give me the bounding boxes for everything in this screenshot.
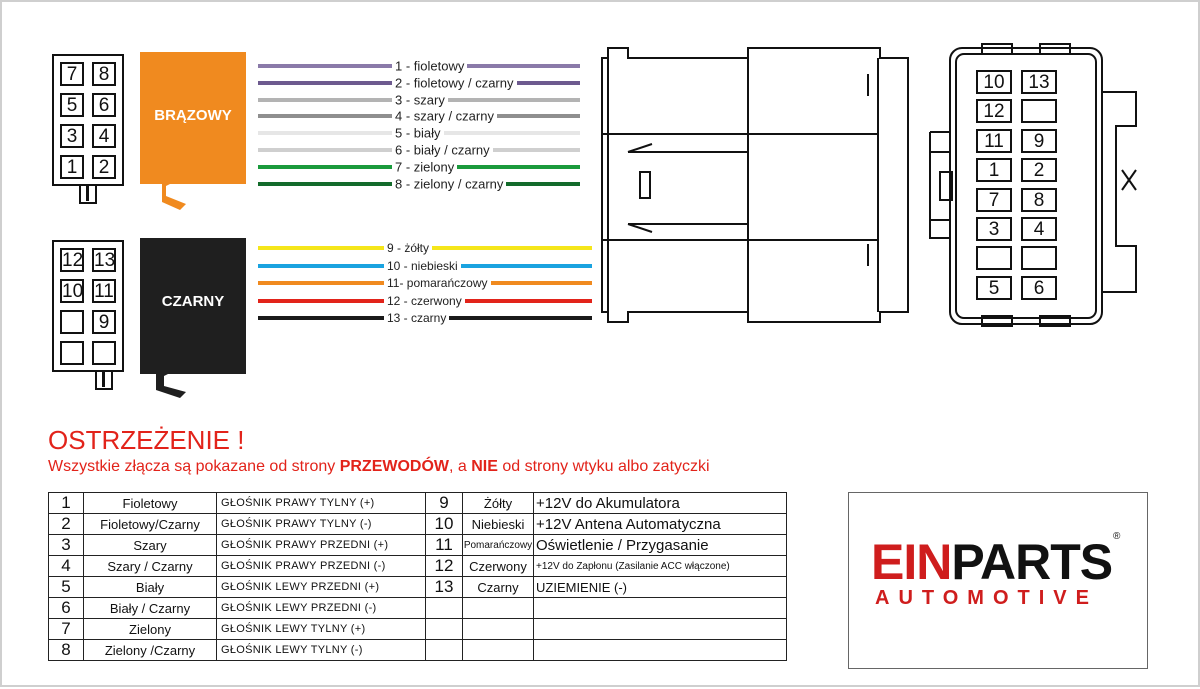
brown-connector-latch (79, 186, 97, 204)
table-cell: +12V do Akumulatora (534, 493, 787, 514)
table-cell: Żółty (463, 493, 534, 514)
table-cell: GŁOŚNIK PRAWY PRZEDNI (-) (217, 556, 426, 577)
black-connector-pin: 13 (94, 250, 116, 271)
wire-label: 11- pomarańczowy (384, 276, 491, 290)
table-cell: 12 (426, 556, 463, 577)
black-connector-pin (92, 341, 116, 365)
plug-pin (1021, 246, 1057, 270)
table-cell: 5 (49, 577, 84, 598)
table-cell: Czarny (463, 577, 534, 598)
brown-connector-pin: 3 (60, 124, 84, 148)
plug-pin: 10 (976, 70, 1012, 94)
wire-label: 10 - niebieski (384, 259, 461, 273)
table-cell (426, 598, 463, 619)
table-cell: +12V do Zapłonu (Zasilanie ACC włączone) (534, 556, 787, 577)
plug-pin: 7 (976, 188, 1012, 212)
wire-label: 3 - szary (392, 92, 448, 107)
wire-label: 7 - zielony (392, 159, 457, 174)
table-cell: Biały / Czarny (84, 598, 217, 619)
wire-label: 12 - czerwony (384, 294, 465, 308)
table-row (49, 535, 787, 556)
black-connector-pin (60, 310, 84, 334)
table-cell: GŁOŚNIK LEWY TYLNY (+) (217, 619, 426, 640)
warning-title: OSTRZEŻENIE ! (48, 425, 245, 455)
plug-pin: 13 (1021, 70, 1057, 94)
plug-pin (1021, 99, 1057, 123)
table-cell: Biały (84, 577, 217, 598)
warning-text (48, 458, 710, 476)
table-cell: 4 (49, 556, 84, 577)
table-cell: Fioletowy/Czarny (84, 514, 217, 535)
table-cell: GŁOŚNIK LEWY PRZEDNI (+) (217, 577, 426, 598)
plug-pin: 5 (976, 276, 1012, 300)
table-cell: 6 (49, 598, 84, 619)
wire-label: 2 - fioletowy / czarny (392, 75, 517, 90)
table-row (49, 556, 787, 577)
table-cell (463, 598, 534, 619)
table-cell (534, 640, 787, 661)
table-cell: Szary (84, 535, 217, 556)
table-cell: Zielony /Czarny (84, 640, 217, 661)
plug-pin: 11 (976, 129, 1012, 153)
table-cell: UZIEMIENIE (-) (534, 577, 787, 598)
brown-connector-pin: 5 (60, 93, 84, 117)
table-cell: 13 (426, 577, 463, 598)
plug-pin: 8 (1021, 188, 1057, 212)
black-connector-latch (95, 372, 113, 390)
pinout-table (48, 492, 787, 661)
logo-wordmark-black: PARTS (951, 534, 1113, 590)
logo-registered-mark: ® (1113, 531, 1121, 542)
brown-connector-label: BRĄZOWY (154, 107, 232, 124)
table-cell: 9 (426, 493, 463, 514)
table-cell: 11 (426, 535, 463, 556)
logo-wordmark (871, 533, 1112, 591)
table-cell: Pomarańczowy (463, 535, 534, 556)
plug-pin: 9 (1021, 129, 1057, 153)
table-cell: Oświetlenie / Przygasanie (534, 535, 787, 556)
table-cell: Czerwony (463, 556, 534, 577)
table-cell (534, 598, 787, 619)
table-cell: GŁOŚNIK PRAWY TYLNY (+) (217, 493, 426, 514)
table-cell (463, 640, 534, 661)
logo-wordmark-red: EIN (871, 534, 952, 590)
warning-text-emphasis: PRZEWODÓW (339, 458, 450, 475)
brown-connector-pin: 6 (92, 93, 116, 117)
table-cell: +12V Antena Automatyczna (534, 514, 787, 535)
brown-connector-pin: 1 (60, 155, 84, 179)
wire-label: 9 - żółty (384, 241, 432, 255)
brown-connector-block (140, 52, 250, 212)
brown-connector-face (52, 54, 124, 186)
warning-text-emphasis: NIE (471, 458, 498, 475)
brown-connector-pin: 8 (92, 62, 116, 86)
table-cell: GŁOŚNIK PRAWY TYLNY (-) (217, 514, 426, 535)
black-connector-pin: 9 (92, 310, 116, 334)
table-cell: Niebieski (463, 514, 534, 535)
plug-pin: 3 (976, 217, 1012, 241)
wire-label: 1 - fioletowy (392, 59, 467, 74)
black-connector-pin (60, 341, 84, 365)
logo-subtitle: AUTOMOTIVE (875, 587, 1098, 609)
table-row (49, 640, 787, 661)
plug-pin: 1 (976, 158, 1012, 182)
black-connector-pin: 11 (92, 279, 116, 303)
plug-pin: 4 (1021, 217, 1057, 241)
table-row (49, 577, 787, 598)
black-connector-pin: 12 (62, 250, 84, 271)
wire-label: 5 - biały (392, 126, 444, 141)
table-row (49, 598, 787, 619)
plug-pin: 12 (976, 99, 1012, 123)
black-connector-pin: 10 (62, 281, 84, 302)
warning-text-part: od strony wtyku albo zatyczki (497, 458, 710, 475)
table-cell: Fioletowy (84, 493, 217, 514)
table-cell: GŁOŚNIK LEWY PRZEDNI (-) (217, 598, 426, 619)
table-cell (534, 619, 787, 640)
plug-pin: 2 (1021, 158, 1057, 182)
einparts-logo (848, 492, 1148, 669)
plug-pin (976, 246, 1012, 270)
plug-side-view (598, 44, 918, 326)
black-connector-label: CZARNY (161, 293, 225, 310)
warning-text-part: , a (449, 458, 472, 475)
wire-label: 13 - czarny (384, 311, 449, 325)
table-cell (463, 619, 534, 640)
table-cell: 8 (49, 640, 84, 661)
wire-label: 8 - zielony / czarny (392, 176, 506, 191)
black-connector-face (52, 240, 124, 372)
warning-text-part: Wszystkie złącza są pokazane od strony (48, 458, 340, 475)
table-cell: Zielony (84, 619, 217, 640)
table-cell: GŁOŚNIK LEWY TYLNY (-) (217, 640, 426, 661)
black-connector-block (140, 238, 250, 400)
wire-label: 6 - biały / czarny (392, 143, 493, 158)
table-cell: 3 (49, 535, 84, 556)
table-cell: 10 (426, 514, 463, 535)
table-cell: 1 (49, 493, 84, 514)
plug-pin: 6 (1021, 276, 1057, 300)
table-row (49, 493, 787, 514)
table-cell: Szary / Czarny (84, 556, 217, 577)
table-cell: 7 (49, 619, 84, 640)
table-row (49, 514, 787, 535)
table-cell (426, 619, 463, 640)
table-cell: GŁOŚNIK PRAWY PRZEDNI (+) (217, 535, 426, 556)
brown-connector-pin: 4 (92, 124, 116, 148)
table-cell: 2 (49, 514, 84, 535)
table-cell (426, 640, 463, 661)
brown-connector-pin: 7 (60, 62, 84, 86)
table-row (49, 619, 787, 640)
brown-connector-pin: 2 (92, 155, 116, 179)
wire-label: 4 - szary / czarny (392, 109, 497, 124)
